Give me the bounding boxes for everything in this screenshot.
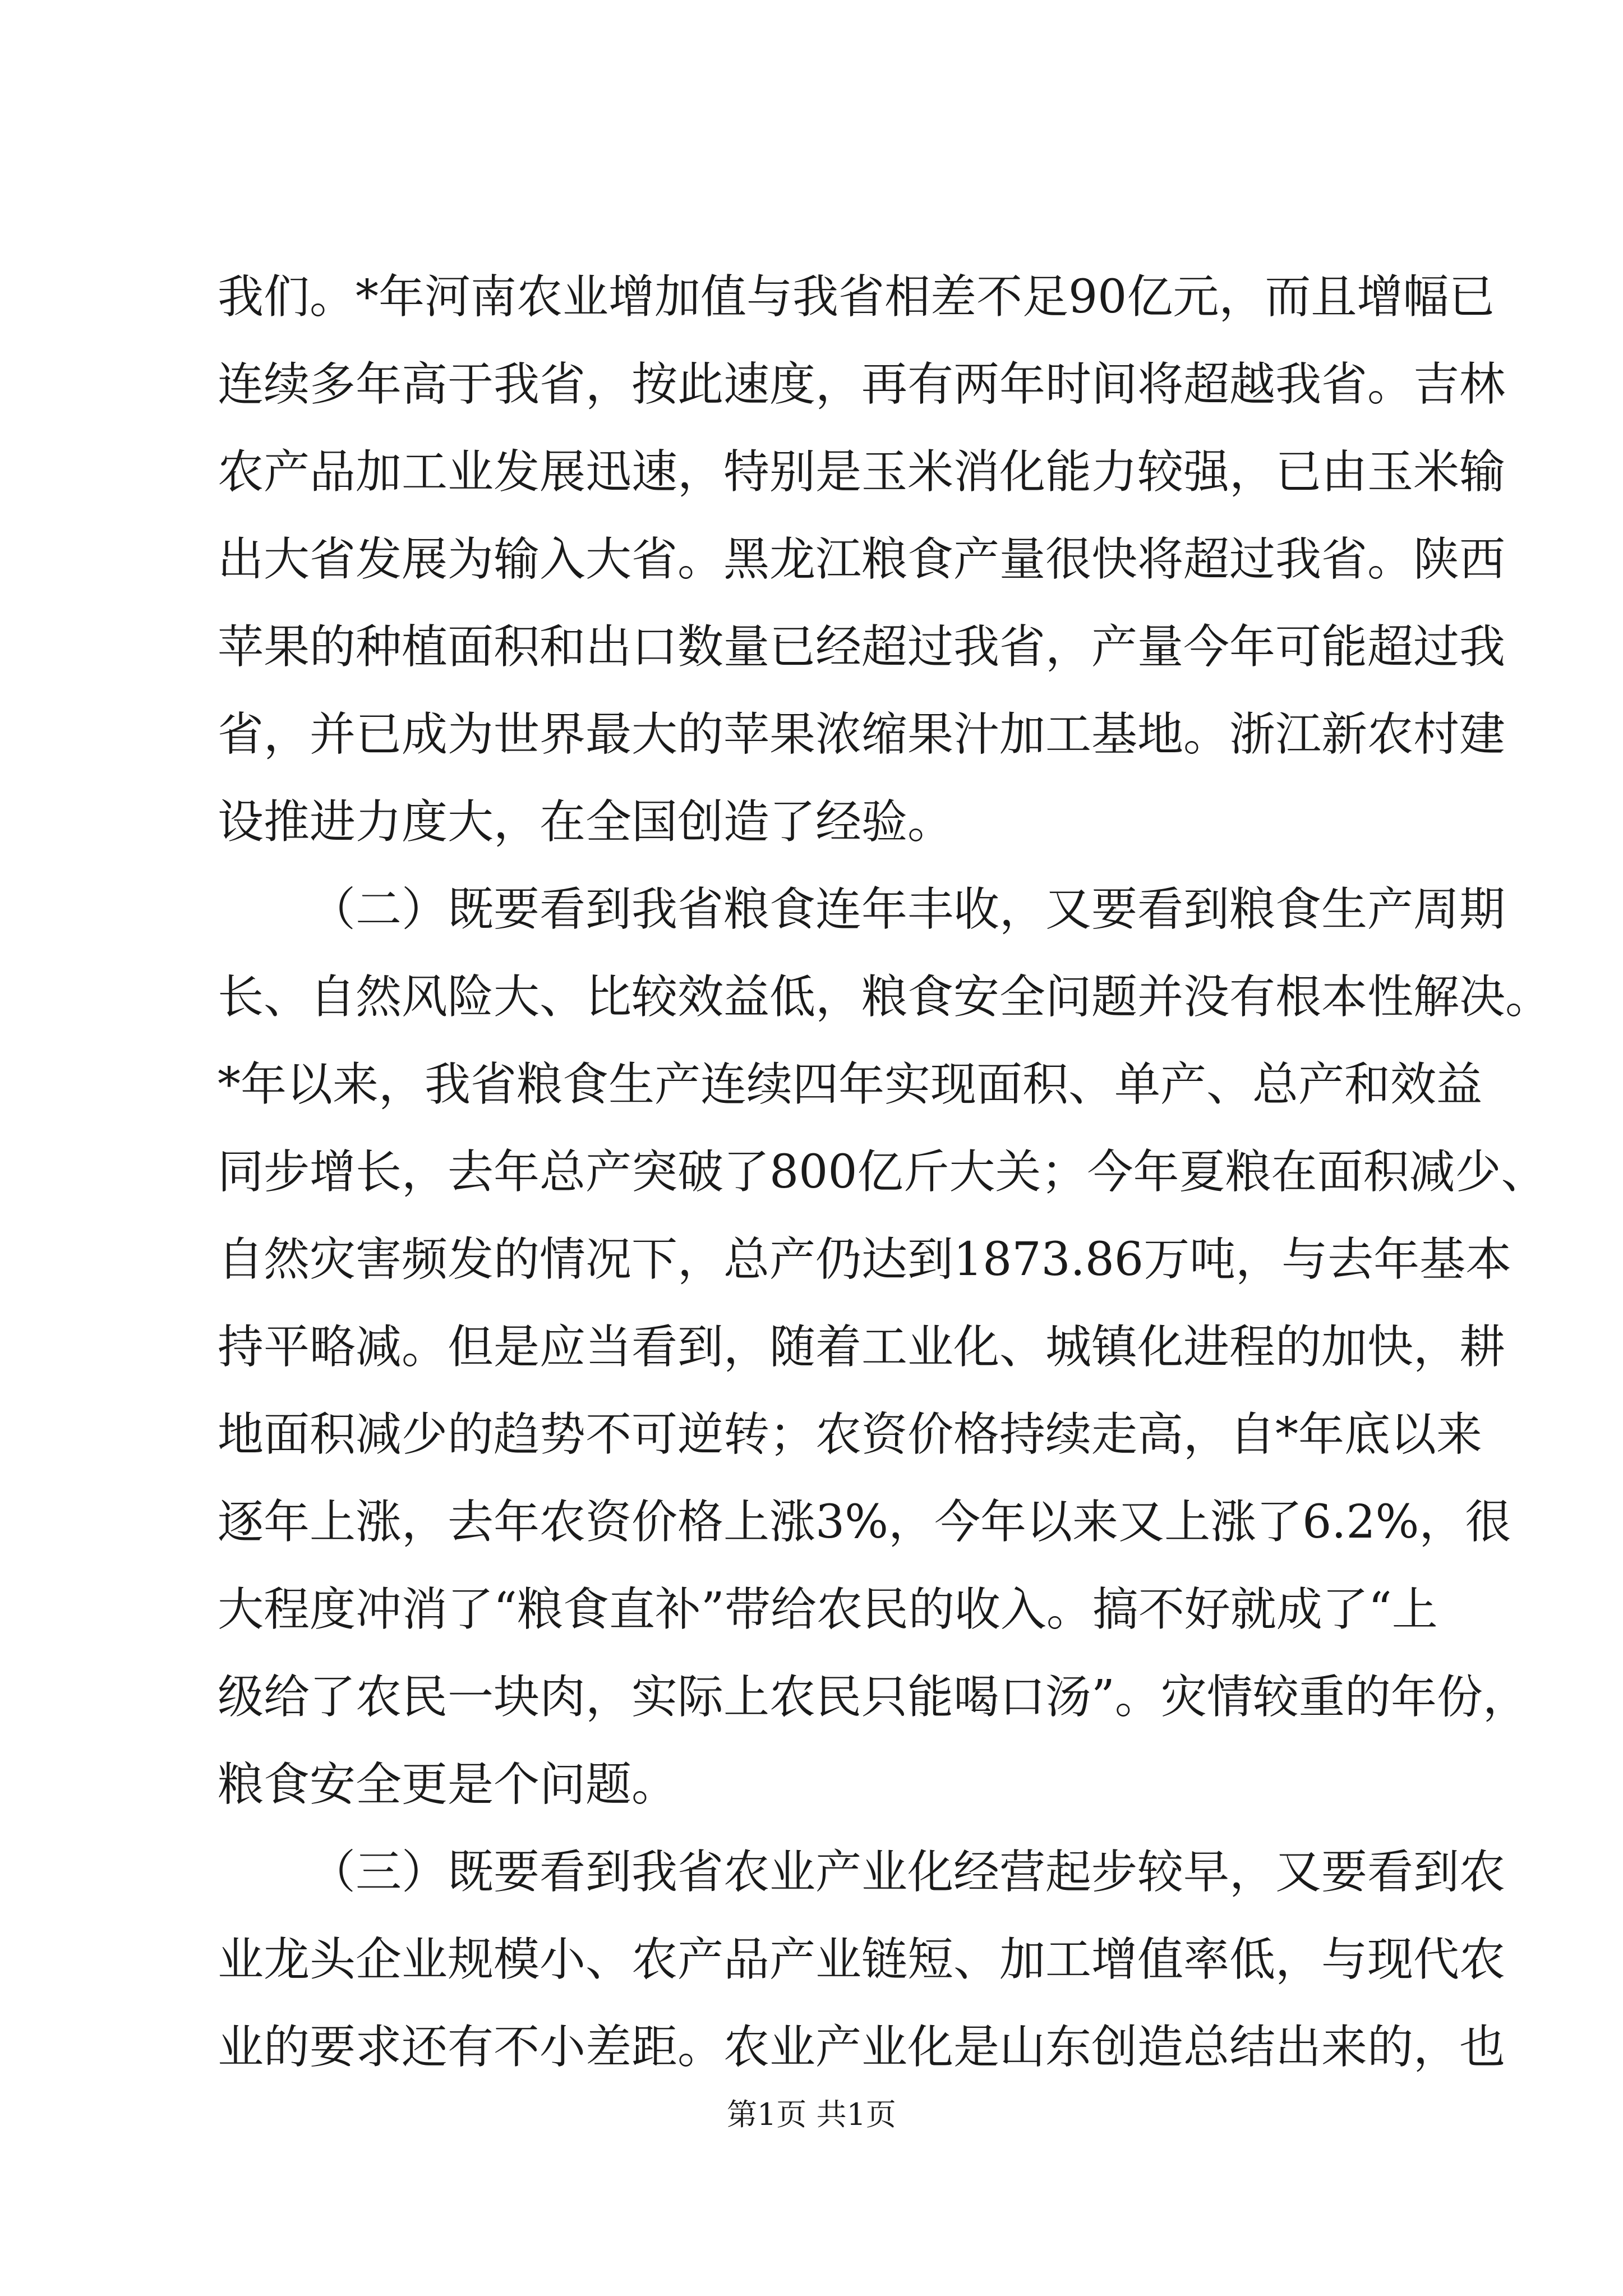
text-line: 长、自然风险大、比较效益低，粮食安全问题并没有根本性解决。 — [218, 970, 1552, 1024]
page-footer: 第1页 共1页 — [727, 2097, 896, 2132]
text-line: 同步增长，去年总产突破了800亿斤大关；今年夏粮在面积减少、 — [218, 1145, 1547, 1199]
text-line: 我们。*年河南农业增加值与我省相差不足90亿元，而且增幅已 — [218, 270, 1495, 324]
text-line: （三）既要看到我省农业产业化经营起步较早，又要看到农 — [310, 1846, 1506, 1899]
text-line: 大程度冲消了“粮食直补”带给农民的收入。搞不好就成了“上 — [218, 1583, 1438, 1636]
text-line: *年以来，我省粮食生产连续四年实现面积、单产、总产和效益 — [218, 1058, 1483, 1111]
text-line: 逐年上涨，去年农资价格上涨3%，今年以来又上涨了6.2%，很 — [218, 1496, 1511, 1549]
text-line: 苹果的种植面积和出口数量已经超过我省，产量今年可能超过我 — [218, 620, 1506, 674]
text-line: 农产品加工业发展迅速，特别是玉米消化能力较强，已由玉米输 — [218, 445, 1506, 499]
text-line: （二）既要看到我省粮食连年丰收，又要看到粮食生产周期 — [310, 883, 1506, 936]
text-line: 业龙头企业规模小、农产品产业链短、加工增值率低，与现代农 — [218, 1933, 1506, 1986]
text-line: 粮食安全更是个问题。 — [218, 1758, 678, 1811]
text-line: 自然灾害频发的情况下，总产仍达到1873.86万吨，与去年基本 — [218, 1233, 1512, 1286]
text-line: 省，并已成为世界最大的苹果浓缩果汁加工基地。浙江新农村建 — [218, 708, 1506, 761]
text-line: 出大省发展为输入大省。黑龙江粮食产量很快将超过我省。陕西 — [218, 533, 1506, 586]
text-line: 持平略减。但是应当看到，随着工业化、城镇化进程的加快，耕 — [218, 1320, 1506, 1374]
text-line: 级给了农民一块肉，实际上农民只能喝口汤”。灾情较重的年份， — [218, 1671, 1529, 1724]
text-line: 连续多年高于我省，按此速度，再有两年时间将超越我省。吉林 — [218, 358, 1506, 411]
text-line: 地面积减少的趋势不可逆转；农资价格持续走高，自*年底以来 — [218, 1408, 1483, 1461]
text-line: 设推进力度大，在全国创造了经验。 — [218, 795, 954, 849]
text-line: 业的要求还有不小差距。农业产业化是山东创造总结出来的，也 — [218, 2021, 1506, 2074]
